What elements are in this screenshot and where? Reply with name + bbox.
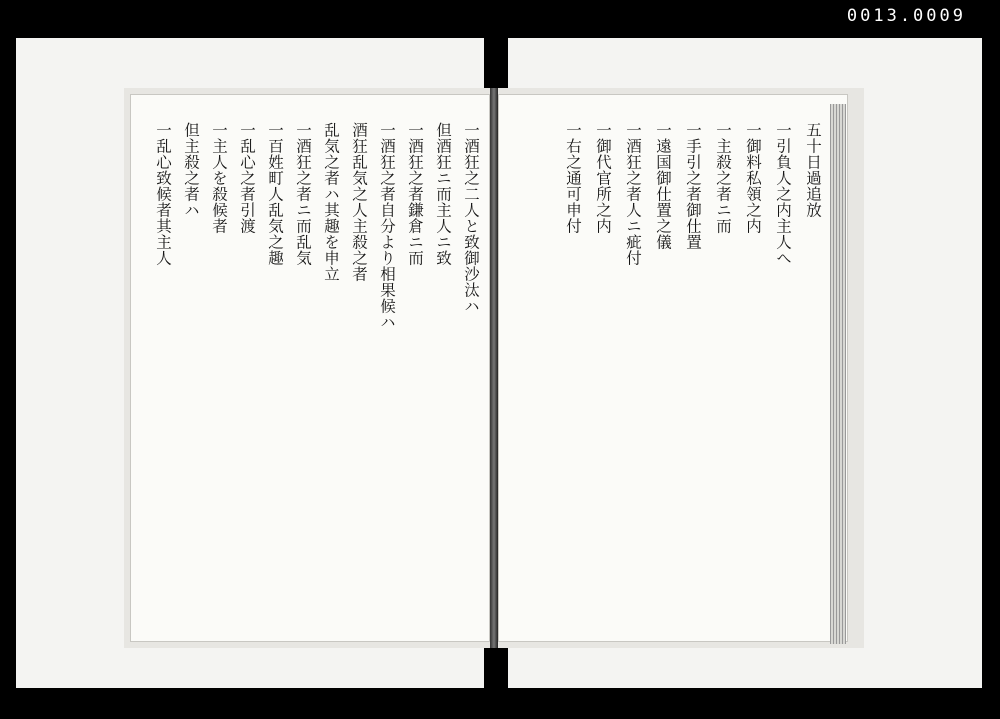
binding-tab-bottom bbox=[488, 660, 508, 686]
text-column: 一右之通可申付 bbox=[564, 122, 582, 234]
binding-tab-top bbox=[488, 40, 508, 66]
text-column: 一乱心之者引渡 bbox=[238, 122, 256, 234]
text-column: 一酒狂之者鎌倉ニ而 bbox=[406, 122, 424, 266]
left-page bbox=[130, 94, 490, 642]
page-edge-stack bbox=[830, 104, 846, 644]
text-column: 一酒狂之者ニ而乱気 bbox=[294, 122, 312, 266]
text-column: 一引負人之内主人へ bbox=[774, 122, 792, 266]
text-column: 五十日過追放 bbox=[804, 122, 822, 218]
text-column: 一御代官所之内 bbox=[594, 122, 612, 234]
text-column: 一酒狂之者自分より相果候ハ bbox=[378, 122, 396, 330]
text-column: 一乱心致候者其主人 bbox=[154, 122, 172, 266]
open-book bbox=[124, 88, 864, 648]
text-column: 一主殺之者ニ而 bbox=[714, 122, 732, 234]
text-column: 一酒狂之二人と致御沙汰ハ bbox=[462, 122, 480, 314]
text-column: 一酒狂之者人ニ疵付 bbox=[624, 122, 642, 266]
text-column: 酒狂乱気之人主殺之者 bbox=[350, 122, 368, 282]
text-column: 但酒狂ニ而主人ニ致 bbox=[434, 122, 452, 266]
right-page bbox=[498, 94, 848, 642]
book-gutter bbox=[490, 88, 498, 648]
text-column: 乱気之者ハ其趣を申立 bbox=[322, 122, 340, 282]
text-column: 一御料私領之内 bbox=[744, 122, 762, 234]
text-column: 一主人を殺候者 bbox=[210, 122, 228, 234]
text-column: 但主殺之者ハ bbox=[182, 122, 200, 218]
text-column: 一百姓町人乱気之趣 bbox=[266, 122, 284, 266]
text-column: 一遠国御仕置之儀 bbox=[654, 122, 672, 250]
frame-counter: 0013.0009 bbox=[846, 6, 966, 26]
text-column: 一手引之者御仕置 bbox=[684, 122, 702, 250]
